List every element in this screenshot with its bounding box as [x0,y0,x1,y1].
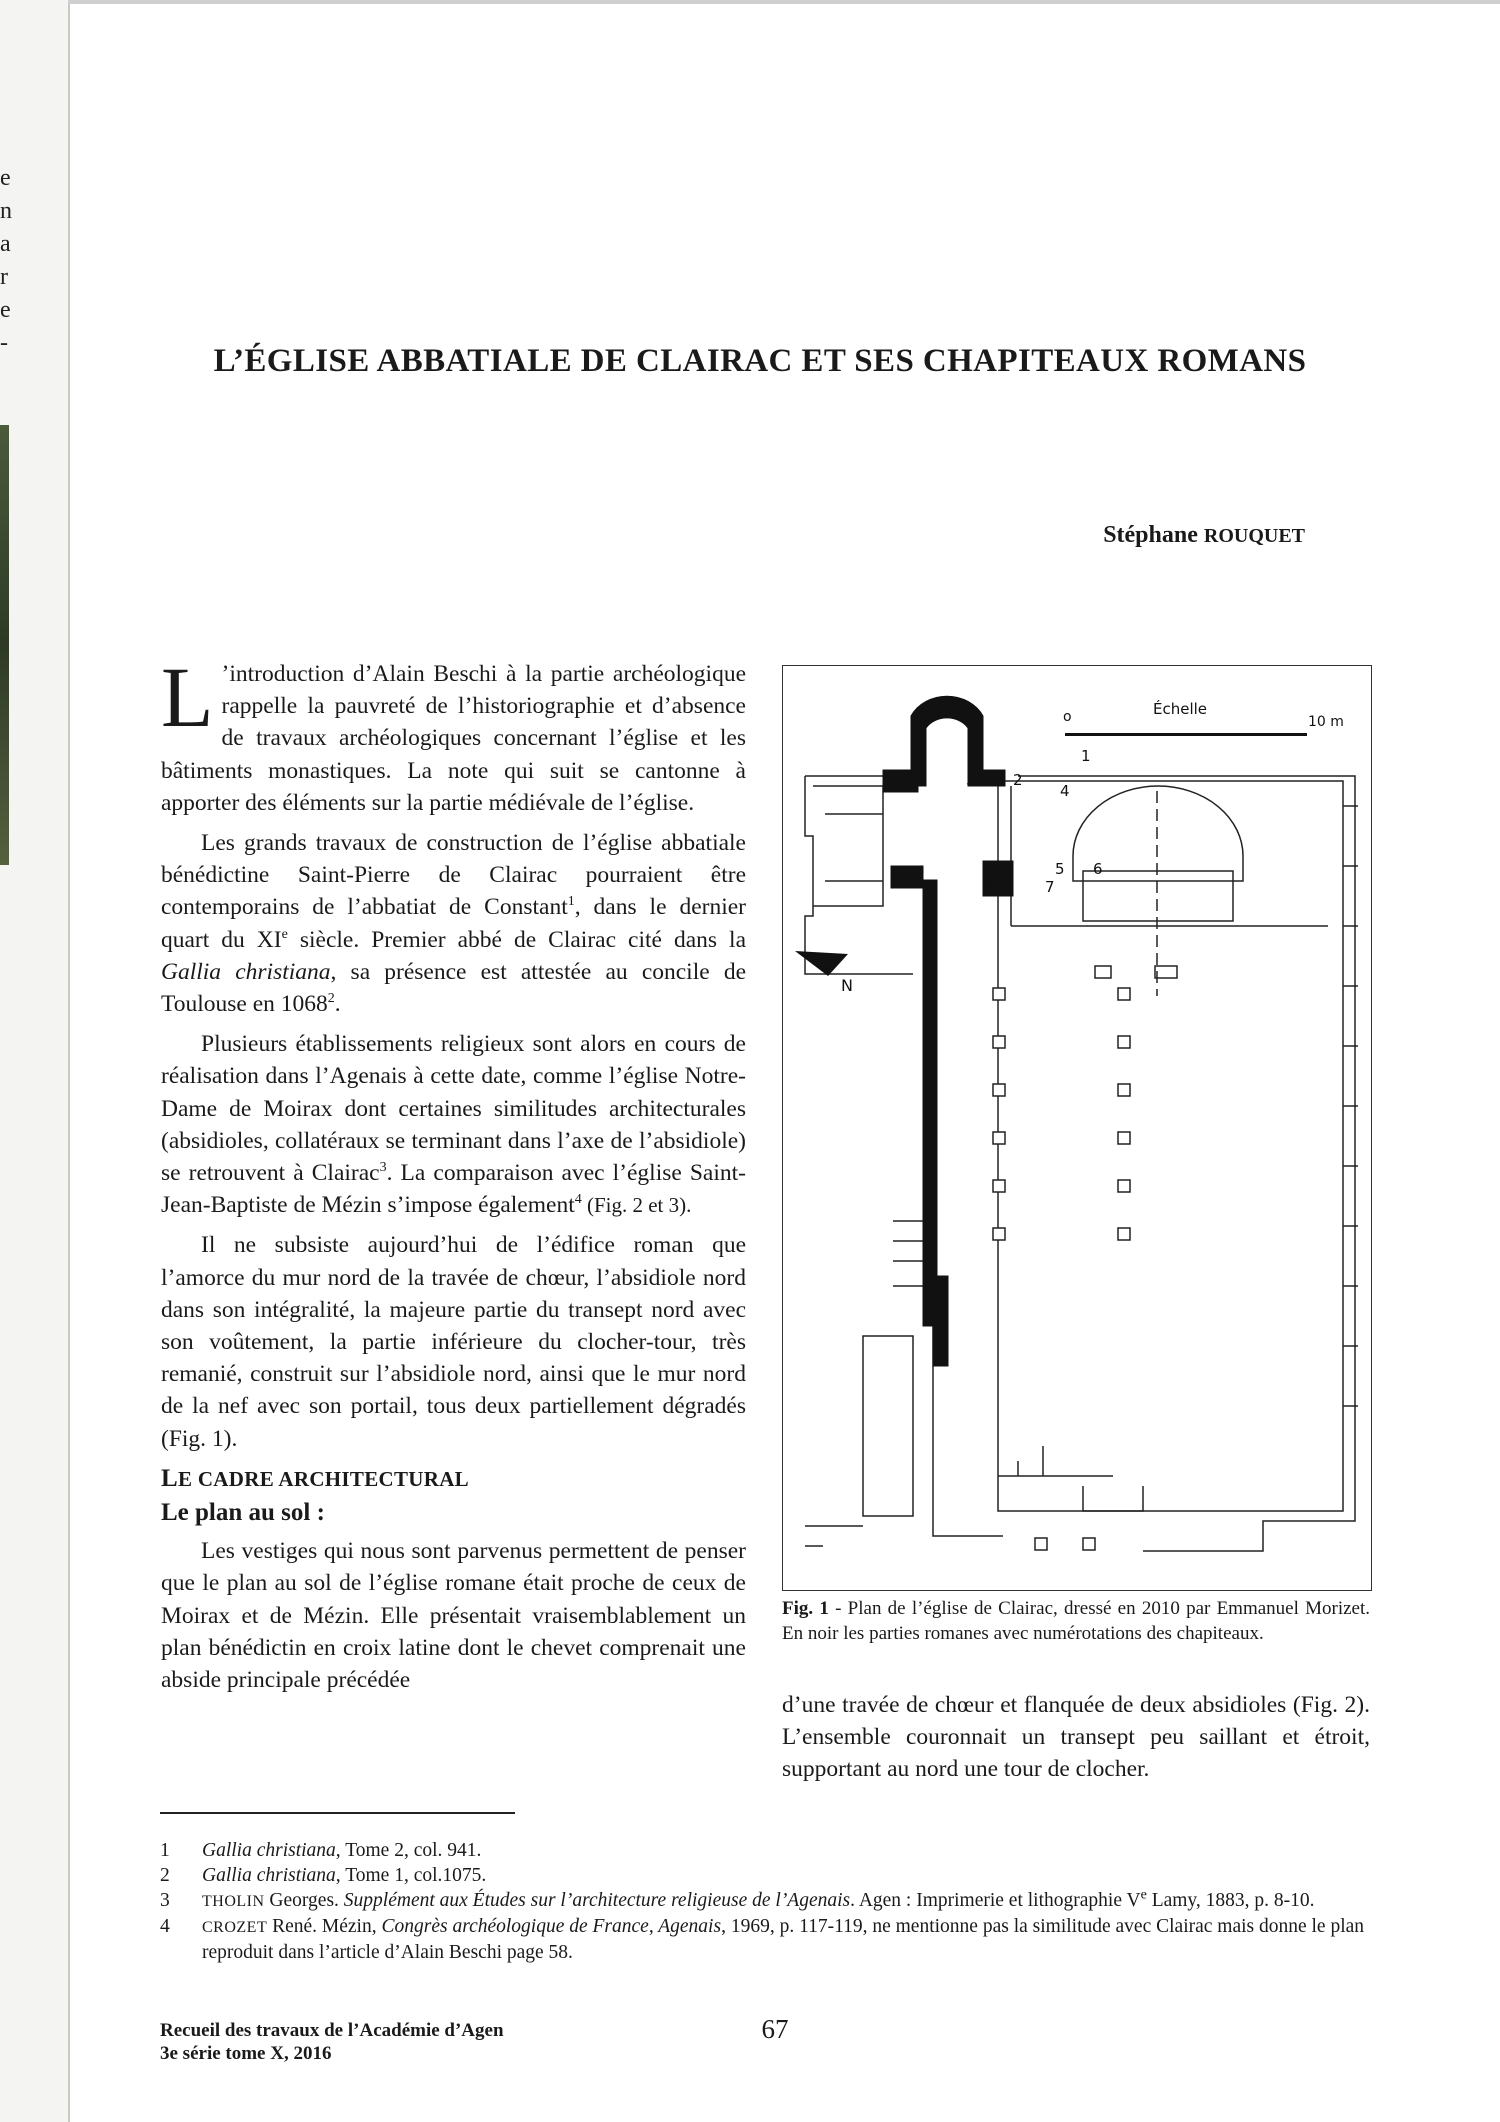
footnote-ref-4[interactable]: 4 [574,1192,582,1208]
footnote-ref-3[interactable]: 3 [379,1160,387,1176]
scale-label: Échelle [1153,700,1208,718]
north-label: N [841,976,853,995]
church-plan-drawing [783,666,1371,1590]
text-run: René. Mézin, [267,1916,382,1937]
text-run: , 1969, p. 117-119, ne mentionne pas la similitude avec Clairac mais donne le plan reproduit dans l’article d’Alain Beschi page 58. [202,1916,1365,1963]
journal-series: 3e série tome X, 2016 [160,2043,332,2064]
journal-reference [160,2019,580,2065]
text-run: Georges. [264,1890,344,1911]
article-title: L’ÉGLISE ABBATIALE DE CLAIRAC ET SES CHAPITEAUX ROMANS [213,343,1307,379]
previous-page-letters [0,162,14,360]
previous-page-photo-edge [0,425,9,865]
author-name [900,522,1305,549]
footnote-3 [160,1888,1370,1914]
text-run: , Tome 1, col.1075. [335,1865,487,1886]
scale-bar [1063,699,1344,736]
caption-text: - Plan de l’église de Clairac, dressé en 2010 par Emmanuel Morizet. En noir les parties romanes avec numérotations des chapiteaux. [782,1598,1370,1644]
footnote-title: Supplément aux Études sur l’architecture religieuse de l’Agenais [343,1890,851,1911]
text-run: Les grands travaux de construction de l’église abbatiale bénédictine Saint-Pierre de Clairac pourraient être contemporains de l’abbatiat de Constant [161,830,746,921]
footnote-title: Congrès archéologique de France, Agenais [381,1916,722,1937]
text-run: . Agen : Imprimerie et lithographie V [850,1890,1141,1911]
right-column [782,1689,1370,1786]
footnote-ref-1[interactable]: 1 [567,894,575,910]
capital-number: 5 [1055,860,1065,878]
capital-number: 1 [1081,747,1091,765]
scan-top-edge [68,0,1500,4]
text-run: . La comparaison avec l’église Saint-Jean-Baptiste de Mézin s’impose également [161,1160,746,1219]
italic-title: Gallia christiana [161,958,331,985]
paragraph-plan: Les vestiges qui nous sont parvenus permettent de penser que le plan au sol de l’église romane était proche de ceux de Moirax et de Mézin. Elle présentait vraisemblablement un plan bénédictin en croix latine dont le chevet comprenait une abside principale précédée [161,1538,746,1694]
figure-caption [782,1596,1370,1646]
footnote-author: THOLIN [202,1893,265,1910]
footnote-title: Gallia christiana [202,1840,336,1861]
paragraph-construction [161,827,746,1020]
strip-letter: e [0,297,11,323]
text-run: . [334,991,341,1018]
footnote-number: 3 [160,1890,170,1911]
paragraph-comparison [161,1028,746,1221]
drop-cap: L [161,649,214,745]
author-last-name: ROUQUET [1203,525,1305,547]
strip-letter: r [0,264,8,290]
capital-number: 8 [983,878,993,896]
footnote-1 [160,1838,1370,1863]
text-run: Plusieurs établissements religieux sont alors en cours de réalisation dans l’Agenais à cette date, comme l’église Notre-Dame de Moirax dont certaines similitudes architecturales (absidioles, collatéraux se terminant dans l’axe de l’absidiole) se retrouvent à Clairac [161,1031,746,1187]
footnote-number: 4 [160,1916,170,1937]
footnote-number: 2 [160,1865,170,1886]
paragraph-intro [161,649,746,819]
footnotes [160,1838,1370,1965]
page-number: 67 [761,2014,789,2044]
subheading: Le plan au sol : [161,1499,325,1527]
text-run: siècle. Premier abbé de Clairac cité dans la [287,926,746,953]
scale-start: o [1063,709,1072,725]
footnote-ref-2[interactable]: 2 [327,991,335,1007]
text-run: , dans le dernier quart du XI [161,894,746,953]
strip-letter: e [0,165,11,191]
author-first-name: Stéphane [1103,522,1198,548]
paragraph-remains: Il ne subsiste aujourd’hui de l’édifice roman que l’amorce du mur nord de la travée de chœur, l’absidiole nord dans son intégralité, la majeure partie du transept nord avec son voûtement, la partie inférieure du clocher-tour, très remanié, construit sur l’absidiole nord, ainsi que le mur nord de la nef avec son portail, tous deux partiellement dégradés (Fig. 1). [161,1232,746,1452]
superscript-e: e [1140,1887,1147,1903]
north-arrow [795,951,853,995]
footnote-4 [160,1914,1370,1965]
paragraph-intro-text: ’introduction d’Alain Beschi à la partie archéologique rappelle la pauvreté de l’historiographie et d’absence de travaux archéologiques concernant l’église et les bâtiments monastiques. La note qui suit se cantonne à apporter des éléments sur la partie médiévale de l’église. [161,661,746,816]
heading-initial: L [161,1464,178,1492]
capital-number: 4 [1060,782,1070,800]
strip-letter: n [0,198,12,224]
capital-number: 2 [1013,771,1023,789]
text-run: Lamy, 1883, p. 8-10. [1146,1890,1315,1911]
text-run: , Tome 2, col. 941. [335,1840,482,1861]
section-heading [161,1463,746,1495]
strip-letter: - [0,330,8,356]
text-run: , sa présence est attestée au concile de Toulouse en 1068 [161,958,746,1018]
footnote-2 [160,1863,1370,1888]
church-plan-figure [782,665,1372,1591]
left-column [161,649,746,1704]
text-run: (Fig. 2 et 3). [581,1193,692,1218]
capital-number: 7 [1045,878,1055,896]
superscript-e: e [281,926,288,942]
previous-page-edge [0,0,70,2122]
capital-number: 3 [966,771,976,789]
caption-label: Fig. 1 [782,1598,829,1619]
strip-letter: a [0,231,11,257]
capital-number: 6 [1093,860,1103,878]
paragraph-plan-continued: d’une travée de chœur et flanquée de deux absidioles (Fig. 2). L’ensemble couronnait un transept peu saillant et étroit, supportant au nord une tour de clocher. [782,1692,1370,1783]
heading-rest: E CADRE ARCHITECTURAL [177,1466,469,1491]
footnote-author: CROZET [202,1919,268,1936]
footnote-title: Gallia christiana [202,1865,336,1886]
footnote-number: 1 [160,1840,170,1861]
footnote-rule [160,1812,515,1814]
journal-name: Recueil des travaux de l’Académie d’Agen [160,2020,504,2041]
scale-end: 10 m [1308,714,1344,730]
